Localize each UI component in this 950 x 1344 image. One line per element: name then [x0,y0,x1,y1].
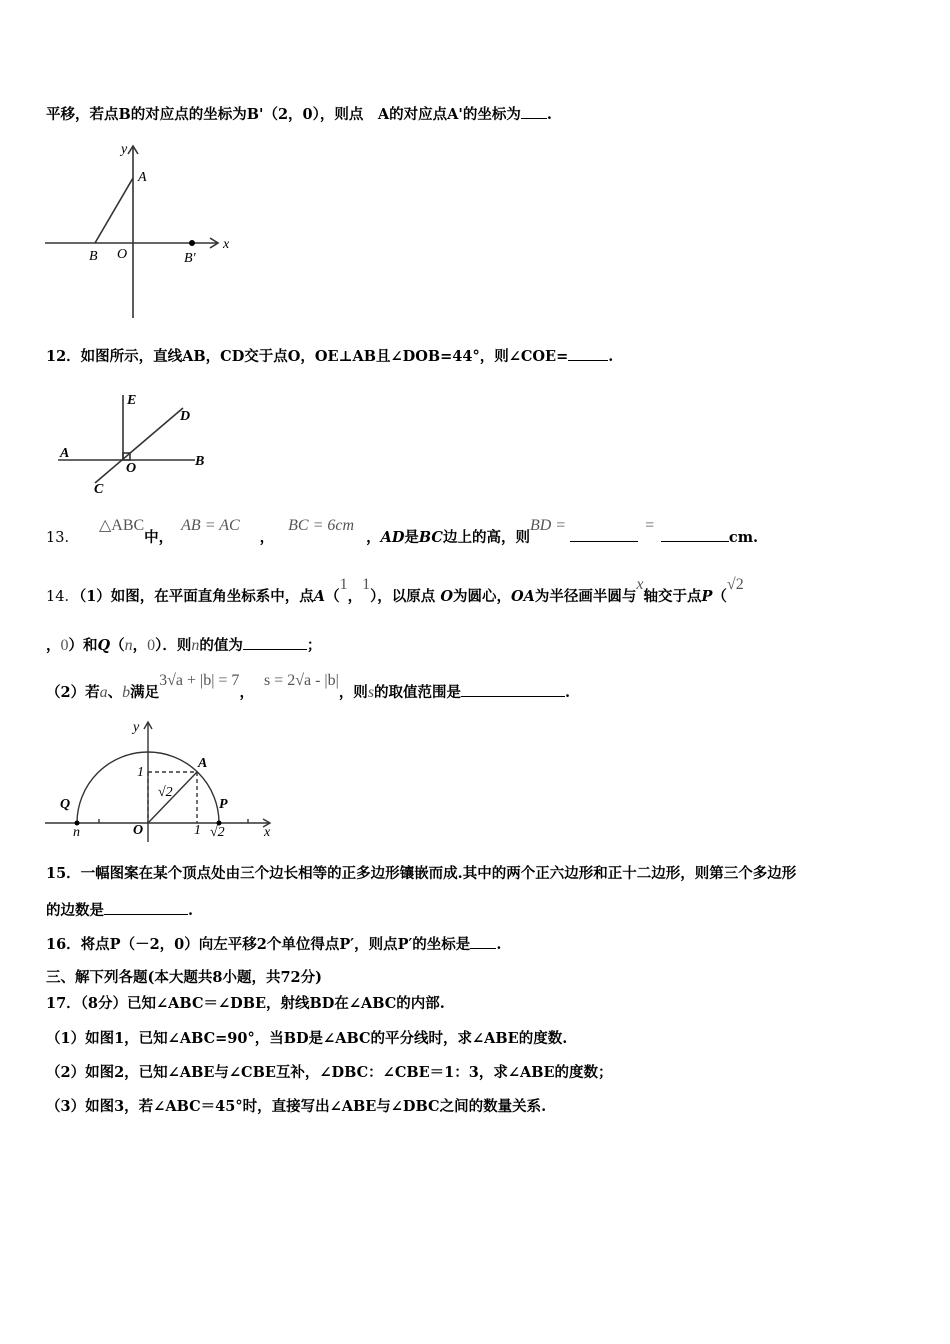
math: n [191,637,200,654]
math: 0 [60,637,69,654]
question-15-line-2 [46,899,193,920]
radius-label: √2 [158,785,173,800]
text: 16．将点P（－2，0）向左平移2个单位得点P′，则点P′的坐标是 [46,936,471,953]
text: AD [380,529,405,546]
period: . [608,348,614,365]
math: n [124,637,133,654]
n-label: n [73,825,80,840]
text: Q [97,637,111,654]
math-triangle: △ABC [98,517,145,534]
question-17-part-2: （2）如图2，已知∠ABE与∠CBE互补，∠DBC：∠CBE＝1：3，求∠ABE的度数； [46,1064,613,1081]
text: 为半径画半圆与 [534,588,637,605]
question-text: 平移，若点B的对应点的坐标为B'（2，0），则点 A的对应点A'的坐标为 [46,106,521,123]
question-14-line-1 [46,576,744,606]
math-ab-eq-ac: AB = AC [181,517,240,534]
question-number: 14． [46,589,79,605]
point-A-label: A [138,170,147,185]
answer-blank [104,902,188,915]
text: （ [712,588,727,605]
text: ）．则 [155,637,192,654]
period: . [546,106,552,123]
point-Q-label: Q [60,797,71,812]
answer-blank [461,684,565,697]
text: ）和 [68,637,98,654]
text: （ [110,637,125,654]
label-O: O [126,461,137,476]
label-E: E [127,393,137,408]
x-label: x [223,237,230,252]
text: ， [239,684,254,701]
x-tick-sqrt2: √2 [210,825,225,840]
math-equation-2: s = 2√a - |b| [263,672,339,689]
text: 是 [404,529,419,546]
answer-blank [470,936,496,949]
text: 边上的高，则 [442,529,530,546]
origin-label: O [117,247,128,262]
x-tick-1: 1 [194,823,201,838]
text: ， [347,588,363,605]
answer-blank [243,637,307,650]
question-16 [46,933,501,954]
text: ），以原点 [370,588,436,605]
math-eq: = [644,517,655,534]
answer-blank [521,106,547,119]
point-A-label: A [198,756,208,771]
text: 满足 [130,684,160,701]
question-15-line-1: 15．一幅图案在某个顶点处由三个边长相等的正多边形镶嵌而成.其中的两个正六边形和正十二边形，则第三个多边形 [46,865,797,882]
math: 1 [362,576,371,593]
answer-blank-2 [661,529,729,542]
text: （ [325,588,340,605]
question-14-part-2 [46,672,571,702]
text: ， [46,637,61,654]
section-heading: 三、解下列各题(本大题共8小题，共72分) [46,969,322,986]
answer-blank [568,348,608,361]
point-Bprime-label: B' [184,251,196,266]
math: 1 [339,576,348,593]
y-label: y [133,720,140,735]
text: P [701,588,713,605]
text: OA [511,588,535,605]
y-tick-1: 1 [137,765,144,780]
text: 中， [144,529,174,546]
label-D: D [180,409,191,424]
text: . [565,684,571,701]
question-number: 13． [46,530,79,546]
text: ， [366,529,381,546]
text: ， [132,637,148,654]
math: x [636,576,644,593]
unit: cm. [728,529,759,546]
math-equation-1: 3√a + |b| = 7 [159,672,240,689]
text: BC [418,529,443,546]
point-P-label: P [219,797,228,812]
question-text: 12．如图所示，直线AB，CD交于点O，OE⊥AB且∠DOB=44°，则∠COE= [46,348,569,365]
question-11-tail [46,103,552,124]
x-label: x [264,825,271,840]
text: ，则 [338,684,368,701]
math-bc: BC = 6cm [288,517,355,534]
math: b [122,684,131,701]
point-B-label: B [89,249,98,264]
question-13 [46,517,759,547]
text: 为圆心， [453,588,512,605]
text: . [188,902,194,919]
text: . [496,936,502,953]
question-17-part-1: （1）如图1，已知∠ABC=90°，当BD是∠ABC的平分线时，求∠ABE的度数. [46,1030,568,1047]
text: 的边数是 [46,902,104,919]
text: （2）若 [46,684,100,701]
question-14-line-2 [46,634,321,655]
origin-label: O [133,823,144,838]
math: a [99,684,108,701]
label-B: B [195,454,205,469]
text: ， [259,529,275,546]
text: （1）如图，在平面直角坐标系中，点 [78,588,314,605]
question-12 [46,345,613,366]
math-bd: BD = [529,517,567,534]
math: 0 [147,637,156,654]
y-label: y [121,142,128,157]
question-17-part-3: （3）如图3，若∠ABC＝45°时，直接写出∠ABE与∠DBC之间的数量关系. [46,1098,547,1115]
text: 、 [107,684,123,701]
text: 轴交于点 [643,588,702,605]
math: √2 [726,576,744,593]
text: A [313,588,326,605]
text: 的取值范围是 [374,684,462,701]
label-A: A [60,446,70,461]
answer-blank-1 [570,529,638,542]
math: s [367,684,375,701]
text: 的值为 [199,637,243,654]
label-C: C [94,482,104,497]
text: ； [306,637,322,654]
question-17-stem: 17．（8分）已知∠ABC＝∠DBE，射线BD在∠ABC的内部. [46,995,445,1012]
text: O [440,588,454,605]
